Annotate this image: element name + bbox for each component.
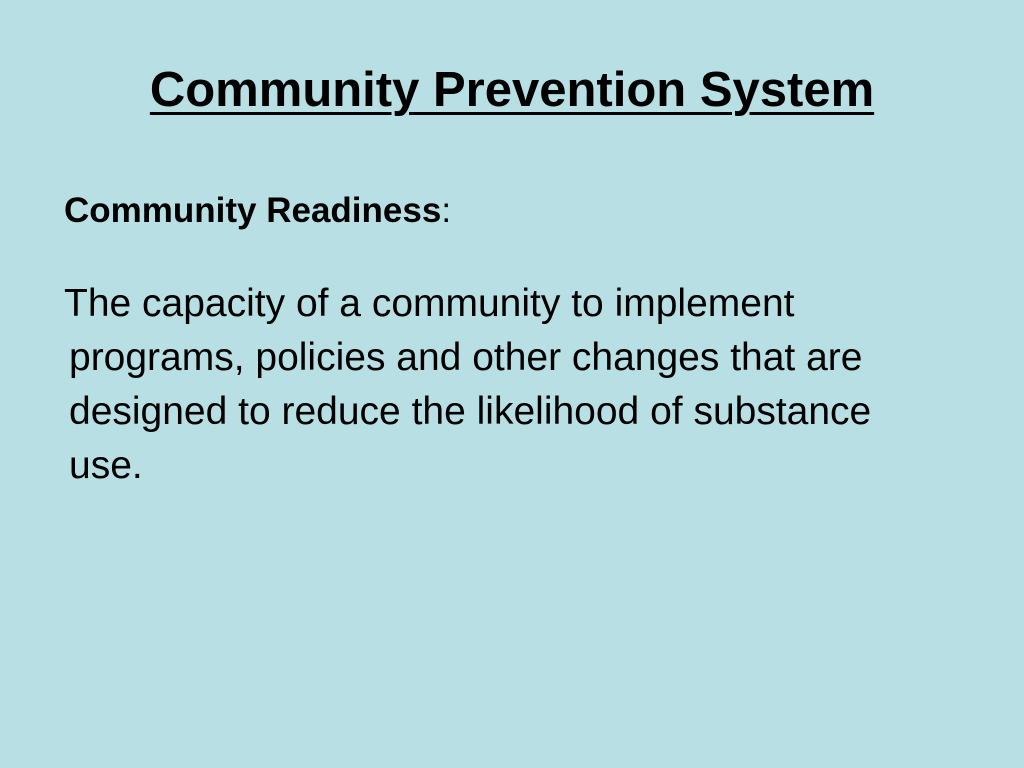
term-colon: :: [441, 191, 452, 230]
slide-title: Community Prevention System: [149, 63, 875, 117]
definition-text: The capacity of a community to implement programs, policies and other changes that are designed to reduce the likelihood of substance use.: [64, 282, 872, 487]
term-label: Community Readiness: [64, 191, 442, 230]
term-heading: [64, 190, 451, 232]
